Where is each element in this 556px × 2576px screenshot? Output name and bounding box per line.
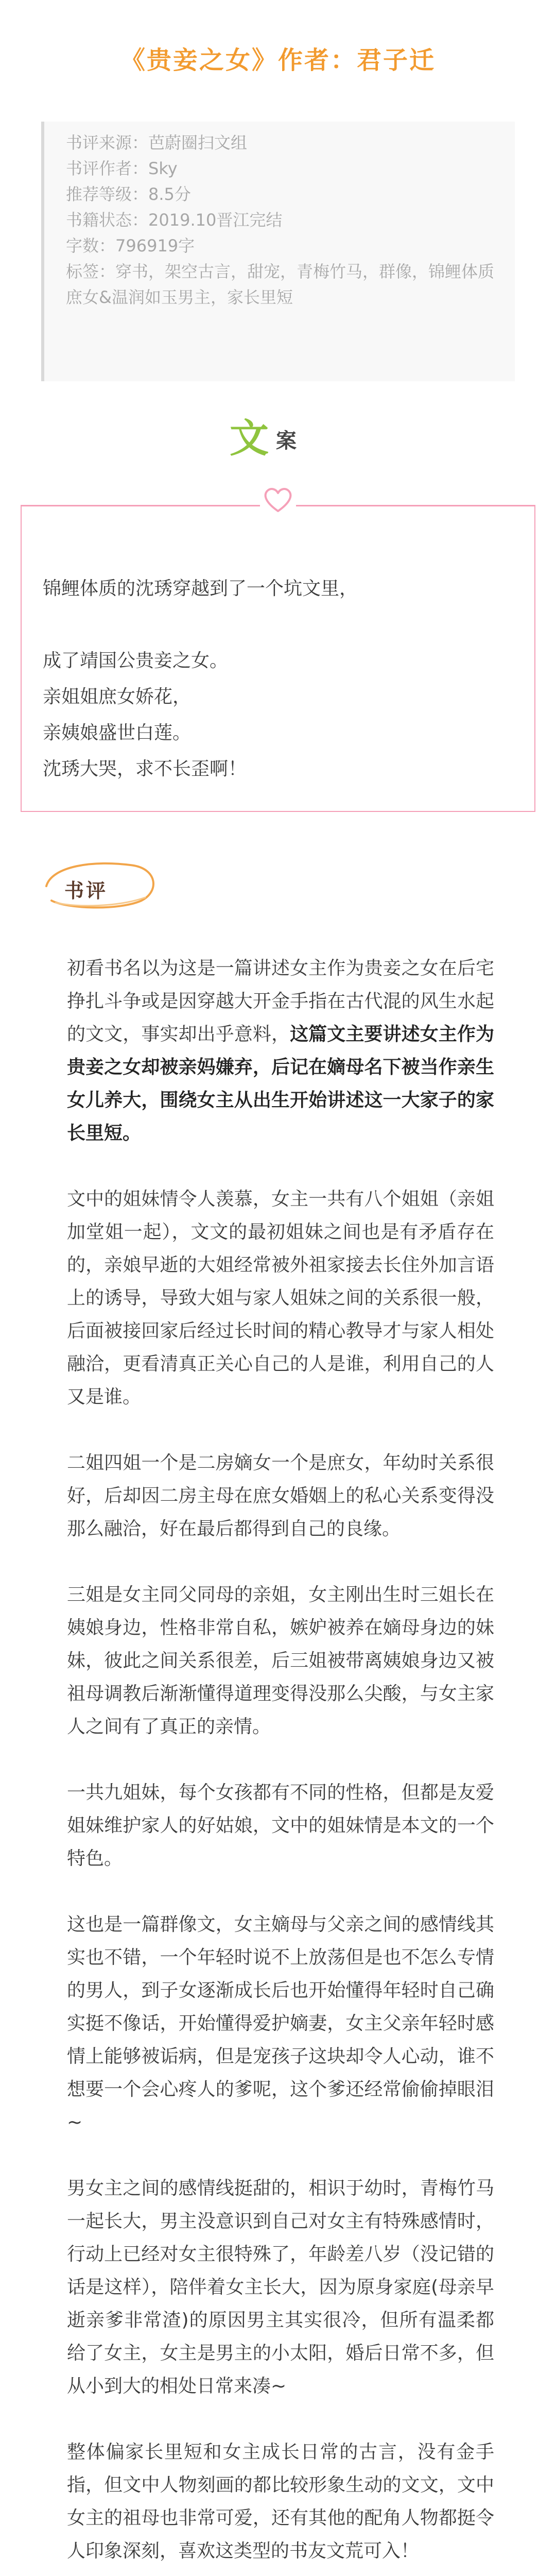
review-paragraph: 整体偏家长里短和女主成长日常的古言，没有金手指，但文中人物刻画的都比较形象生动的文文，文中女主的祖母也非常可爱，还有其他的配角人物都挺令人印象深刻，喜欢这类型的书友文荒可入！: [67, 2442, 494, 2562]
info-rating: 推荐等级：8.5分: [66, 184, 191, 204]
info-status: 书籍状态：2019.10晋江完结: [66, 210, 283, 230]
wenan-line: 锦鲤体质的沈琇穿越到了一个坑文里，: [43, 578, 358, 599]
info-lines: [66, 130, 503, 310]
wenan-heading: [227, 407, 329, 464]
book-info-box: [41, 122, 515, 381]
wenan-text: [43, 571, 506, 787]
review-heading: 书评: [64, 879, 108, 902]
page-title: 《贵妾之女》作者：君子迁: [120, 46, 436, 75]
review-paragraph: 文中的姐妹情令人羡慕，女主一共有八个姐姐（亲姐加堂姐一起），文文的最初姐妹之间也是有矛盾存在的，亲娘早逝的大姐经常被外祖家接去长住外加言语上的诱导，导致大姐与家人姐妹之间的关系很一般，后面被接回家后经过长时间的精心教导才与家人相处融洽，更看清真正关心自己的人是谁，利用自己的人又是谁。: [67, 1189, 494, 1408]
review-paragraph: 一共九姐妹，每个女孩都有不同的性格，但都是友爱姐妹维护家人的好姑娘，文中的姐妹情是本文的一个特色。: [67, 1782, 494, 1869]
info-source: 书评来源：芭蔚圈扫文组: [66, 133, 248, 152]
info-tags: 标签：穿书，架空古言，甜宠，青梅竹马，群像，锦鲤体质庶女&温润如玉男主，家长里短: [66, 262, 495, 307]
heart-icon: [260, 484, 296, 515]
review-paragraph: 男女主之间的感情线挺甜的，相识于幼时，青梅竹马一起长大，男主没意识到自己对女主有特殊感情时，行动上已经对女主很特殊了，年龄差八岁（没记错的话是这样），陪伴着女主长大，因为原身家庭(母亲早逝亲爹非常渣)的原因男主其实很冷，但所有温柔都给了女主，女主是男主的小太阳，婚后日常不多，但从小到大的相处日常来凑~: [67, 2178, 494, 2397]
wenan-blank-line: [43, 607, 506, 643]
info-reviewer: 书评作者：Sky: [66, 159, 178, 178]
info-left-bar: [41, 122, 44, 381]
review-paragraph: 三姐是女主同父同母的亲姐，女主刚出生时三姐长在姨娘身边，性格非常自私，嫉妒被养在嫡母身边的妹妹，彼此之间关系很差，后三姐被带离姨娘身边又被祖母调教后渐渐懂得道理变得没那么尖酸，与女主家人之间有了真正的亲情。: [67, 1584, 494, 1737]
wenan-heading-wen: 文: [230, 415, 269, 461]
review-p1-normal: 初看书名以为这是一篇讲述女主作为贵妾之女在后宅挣扎斗争或是因穿越大开金手指在古代混的风生水起的文文，事实却出乎意料，: [67, 958, 494, 1045]
info-wordcount: 字数：796919字: [66, 236, 195, 256]
wenan-heading-an: 案: [276, 429, 297, 453]
review-paragraph: [67, 952, 494, 1150]
review-p1-bold: 这篇文主要讲述女主作为贵妾之女却被亲妈嫌弃，后记在嫡母名下被当作亲生女儿养大，围绕女主从出生开始讲述这一大家子的家长里短。: [67, 1024, 494, 1144]
wenan-line: 沈琇大哭，求不长歪啊！: [43, 758, 247, 779]
wenan-line: 亲姨娘盛世白莲。: [43, 722, 192, 743]
review-paragraph: 这也是一篇群像文，女主嫡母与父亲之间的感情线其实也不错，一个年轻时说不上放荡但是也不怎么专情的男人，到子女逐渐成长后也开始懂得年轻时自己确实挺不像话，开始懂得爱护嫡妻，女主父亲年轻时感情上能够被诟病，但是宠孩子这块却令人心动，谁不想要一个会心疼人的爹呢，这个爹还经常偷偷掉眼泪~: [67, 1914, 494, 2133]
wenan-line: 亲姐姐庶女娇花，: [43, 686, 192, 707]
review-body: [67, 952, 494, 2576]
review-paragraph: 二姐四姐一个是二房嫡女一个是庶女，年幼时关系很好，后却因二房主母在庶女婚姻上的私心关系变得没那么融洽，好在最后都得到自己的良缘。: [67, 1452, 494, 1539]
wenan-line: 成了靖国公贵妾之女。: [43, 650, 229, 671]
